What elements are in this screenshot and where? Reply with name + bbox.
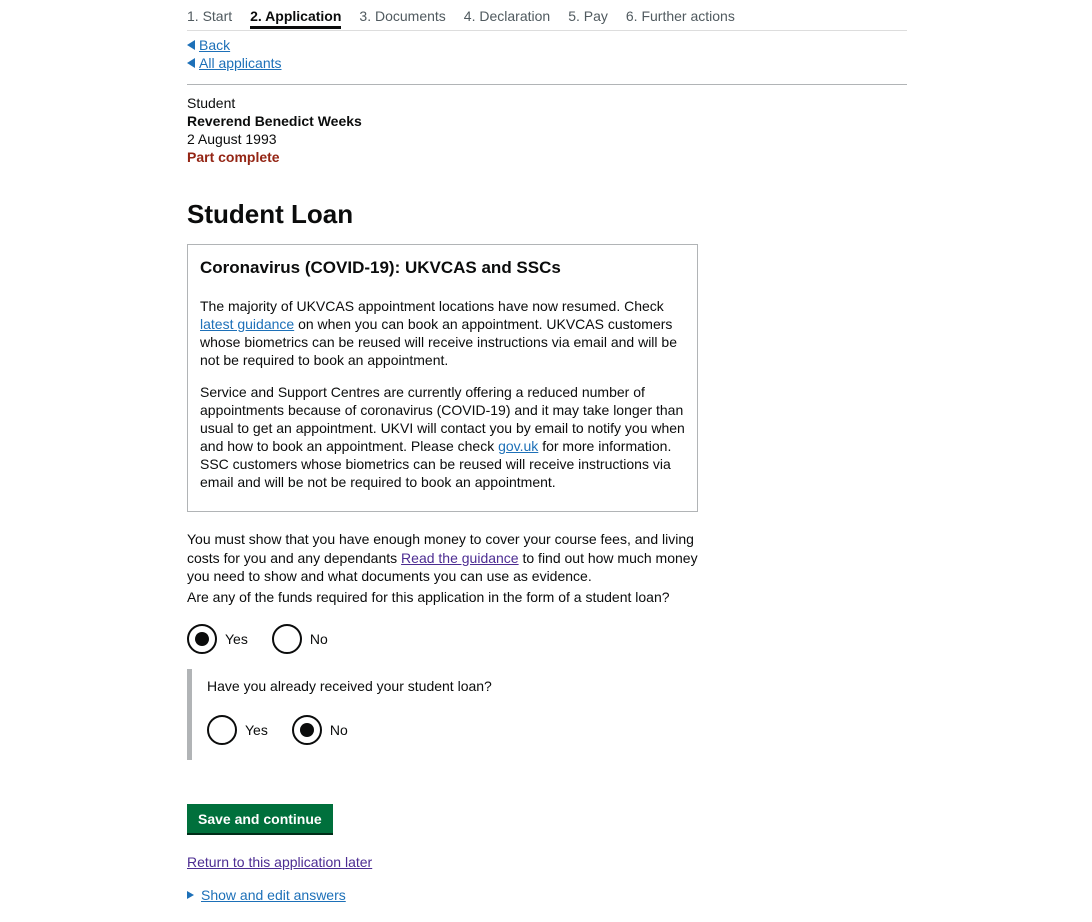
applicant-name: Reverend Benedict Weeks bbox=[187, 113, 362, 129]
back-links bbox=[187, 36, 907, 72]
left-triangle-icon bbox=[187, 40, 195, 50]
radio-label: No bbox=[329, 722, 348, 738]
show-edit-answers-toggle[interactable] bbox=[187, 886, 346, 904]
save-and-continue-button[interactable]: Save and continue bbox=[187, 804, 333, 833]
applicant-role: Student bbox=[187, 95, 236, 111]
loan-received-no-radio[interactable] bbox=[292, 715, 348, 745]
step-pay[interactable]: 5. Pay bbox=[568, 8, 608, 24]
loan-received-question: Have you already received your student loan? bbox=[207, 678, 492, 694]
student-loan-yes-radio[interactable] bbox=[187, 624, 248, 654]
notice-paragraph-ssc: Service and Support Centres are currently offering a reduced number of appointments because of coronavirus (COVID-19) and it may take longer than usual to get an appointment. UKVI will contact you by email to notify you when and how to book an appointment. Please check gov.uk for more information. SSC customers whose biometrics can be reused will receive instructions via email and will be not be required to book an appointment. bbox=[200, 384, 685, 490]
loan-received-radio-group bbox=[207, 715, 372, 745]
loan-received-yes-radio[interactable] bbox=[207, 715, 268, 745]
section-divider bbox=[187, 84, 907, 85]
step-navigation bbox=[187, 0, 907, 31]
left-triangle-icon bbox=[187, 58, 195, 68]
applicant-status: Part complete bbox=[187, 149, 280, 165]
all-applicants-link[interactable] bbox=[187, 54, 907, 72]
return-later-link[interactable]: Return to this application later bbox=[187, 854, 373, 870]
all-applicants-label: All applicants bbox=[199, 55, 282, 71]
page-title: Student Loan bbox=[187, 199, 354, 229]
gov-uk-link[interactable]: gov.uk bbox=[498, 438, 539, 454]
student-loan-question: Are any of the funds required for this application in the form of a student loan? bbox=[187, 588, 670, 605]
radio-label: Yes bbox=[245, 722, 268, 738]
step-start[interactable]: 1. Start bbox=[187, 8, 233, 24]
step-application[interactable]: 2. Application bbox=[250, 0, 341, 29]
latest-guidance-link[interactable]: latest guidance bbox=[200, 316, 295, 332]
radio-label: Yes bbox=[225, 631, 248, 647]
funds-intro-text: You must show that you have enough money to cover your course fees, and living costs for you and any dependants Read the guidance to find out how much money you need to show and what documents you can use as evidence. bbox=[187, 531, 698, 584]
step-declaration[interactable]: 4. Declaration bbox=[463, 8, 551, 24]
radio-selected-icon[interactable] bbox=[187, 624, 217, 654]
applicant-dob: 2 August 1993 bbox=[187, 131, 277, 147]
step-further-actions[interactable]: 6. Further actions bbox=[625, 8, 735, 24]
student-loan-no-radio[interactable] bbox=[272, 624, 328, 654]
radio-unselected-icon[interactable] bbox=[207, 715, 237, 745]
student-loan-radio-group bbox=[187, 624, 352, 654]
show-edit-answers-label: Show and edit answers bbox=[201, 887, 346, 903]
step-documents[interactable]: 3. Documents bbox=[359, 8, 446, 24]
notice-heading: Coronavirus (COVID-19): UKVCAS and SSCs bbox=[200, 258, 561, 277]
funds-intro bbox=[187, 530, 702, 606]
back-link-label: Back bbox=[199, 37, 231, 53]
radio-label: No bbox=[309, 631, 328, 647]
right-triangle-icon bbox=[187, 891, 194, 899]
back-link[interactable] bbox=[187, 36, 907, 54]
covid-notice-panel bbox=[187, 244, 698, 512]
applicant-summary bbox=[187, 94, 907, 166]
read-the-guidance-link[interactable]: Read the guidance bbox=[401, 549, 519, 566]
radio-unselected-icon[interactable] bbox=[272, 624, 302, 654]
notice-paragraph-ukvcas: The majority of UKVCAS appointment locations have now resumed. Check latest guidance on when you can book an appointment. UKVCAS customers whose biometrics can be reused will receive instructions via email and will be not be required to book an appointment. bbox=[200, 298, 677, 368]
radio-selected-icon[interactable] bbox=[292, 715, 322, 745]
